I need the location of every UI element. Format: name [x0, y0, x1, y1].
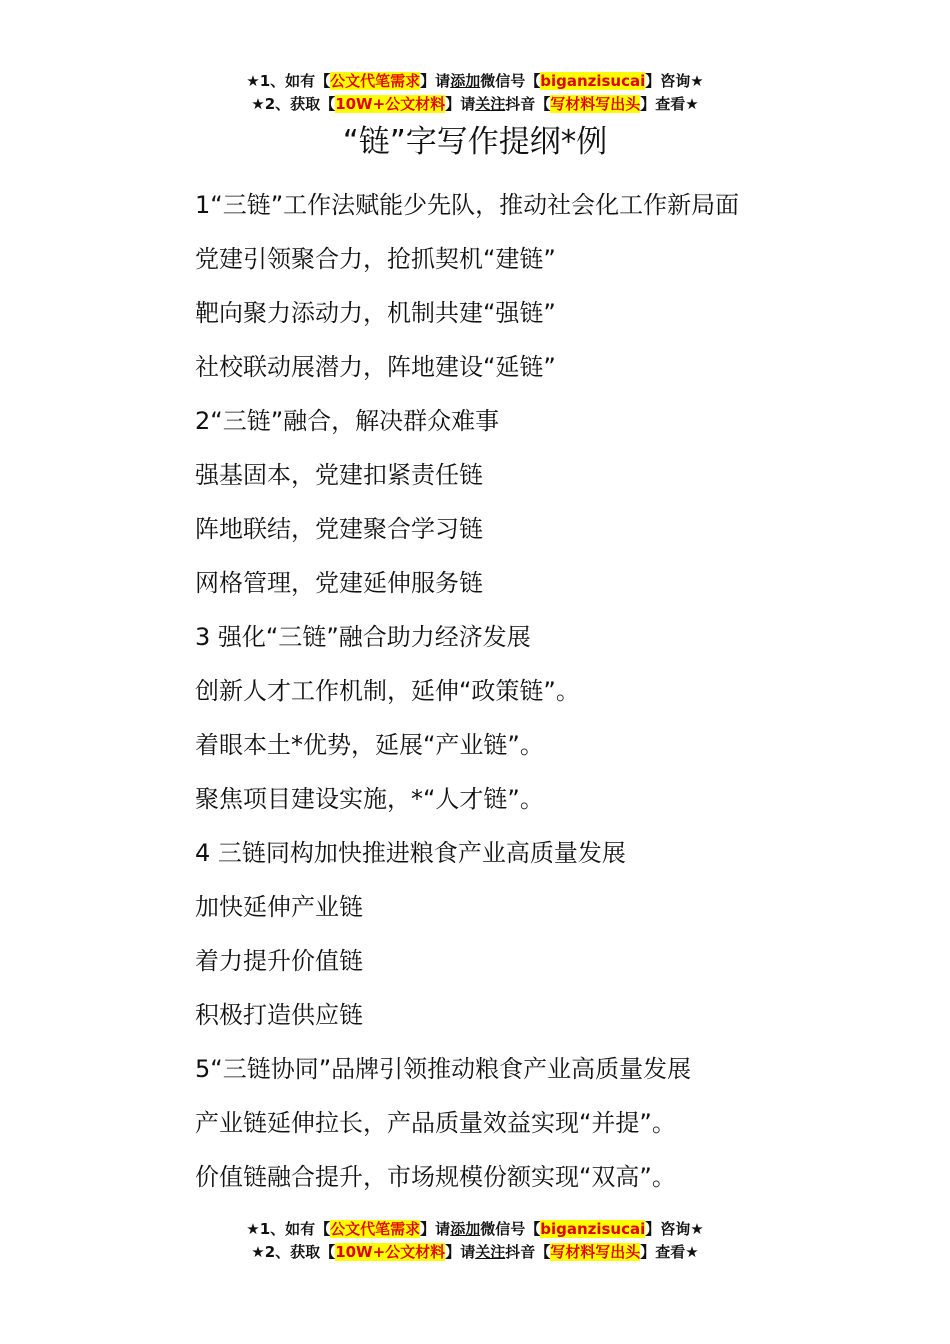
- banner-highlight: 公文代笔需求: [330, 72, 421, 90]
- banner-highlight: 10W+公文材料: [335, 1243, 446, 1261]
- outline-line: 聚焦项目建设实施，*“人才链”。: [195, 785, 544, 813]
- banner-text: 】查看★: [640, 95, 699, 113]
- banner-text: ★1、如有【: [246, 72, 331, 90]
- outline-line: 阵地联结，党建聚合学习链: [195, 515, 483, 543]
- banner-underline: 关注: [475, 95, 506, 113]
- banner-line-2: [0, 1241, 950, 1264]
- banner-text: 】请: [445, 95, 476, 113]
- banner-highlight: 写材料写出头: [550, 95, 641, 113]
- banner-text: ★2、获取【: [251, 95, 336, 113]
- banner-text: 抖音【: [505, 95, 551, 113]
- outline-line: 积极打造供应链: [195, 1001, 363, 1029]
- outline-line: 4 三链同构加快推进粮食产业高质量发展: [195, 839, 626, 867]
- outline-line: 加快延伸产业链: [195, 893, 363, 921]
- footer-banner: [0, 1218, 950, 1264]
- outline-line: 社校联动展潜力，阵地建设“延链”: [195, 353, 556, 381]
- outline-line: 网格管理，党建延伸服务链: [195, 569, 483, 597]
- banner-highlight: biganzisucai: [540, 72, 646, 90]
- banner-text: 抖音【: [505, 1243, 551, 1261]
- banner-underline: 关注: [475, 1243, 506, 1261]
- banner-text: 】请: [420, 72, 451, 90]
- banner-text: 】请: [420, 1220, 451, 1238]
- banner-text: ★2、获取【: [251, 1243, 336, 1261]
- outline-line: 1“三链”工作法赋能少先队，推动社会化工作新局面: [195, 191, 740, 219]
- outline-line: 着眼本土*优势，延展“产业链”。: [195, 731, 544, 759]
- outline-line: 价值链融合提升，市场规模份额实现“双高”。: [195, 1163, 676, 1191]
- banner-underline: 添加: [450, 72, 481, 90]
- outline-body: [195, 178, 915, 1204]
- banner-text: 微信号【: [480, 72, 541, 90]
- banner-text: 】咨询★: [645, 1220, 704, 1238]
- banner-text: 】咨询★: [645, 72, 704, 90]
- banner-text: 微信号【: [480, 1220, 541, 1238]
- banner-underline: 添加: [450, 1220, 481, 1238]
- banner-highlight: 公文代笔需求: [330, 1220, 421, 1238]
- banner-line-1: [0, 70, 950, 93]
- outline-line: 着力提升价值链: [195, 947, 363, 975]
- outline-line: 产业链延伸拉长，产品质量效益实现“并提”。: [195, 1109, 676, 1137]
- outline-line: 党建引领聚合力，抢抓契机“建链”: [195, 245, 556, 273]
- header-banner: [0, 70, 950, 116]
- banner-highlight: biganzisucai: [540, 1220, 646, 1238]
- banner-text: ★1、如有【: [246, 1220, 331, 1238]
- outline-line: 靶向聚力添动力，机制共建“强链”: [195, 299, 556, 327]
- outline-line: 5“三链协同”品牌引领推动粮食产业高质量发展: [195, 1055, 692, 1083]
- outline-line: 强基固本，党建扣紧责任链: [195, 461, 483, 489]
- banner-highlight: 写材料写出头: [550, 1243, 641, 1261]
- banner-text: 】请: [445, 1243, 476, 1261]
- banner-text: 】查看★: [640, 1243, 699, 1261]
- banner-line-1: [0, 1218, 950, 1241]
- outline-line: 3 强化“三链”融合助力经济发展: [195, 623, 531, 651]
- page-title: “链”字写作提纲*例: [342, 124, 608, 160]
- banner-line-2: [0, 93, 950, 116]
- outline-line: 创新人才工作机制，延伸“政策链”。: [195, 677, 580, 705]
- banner-highlight: 10W+公文材料: [335, 95, 446, 113]
- outline-line: 2“三链”融合，解决群众难事: [195, 407, 500, 435]
